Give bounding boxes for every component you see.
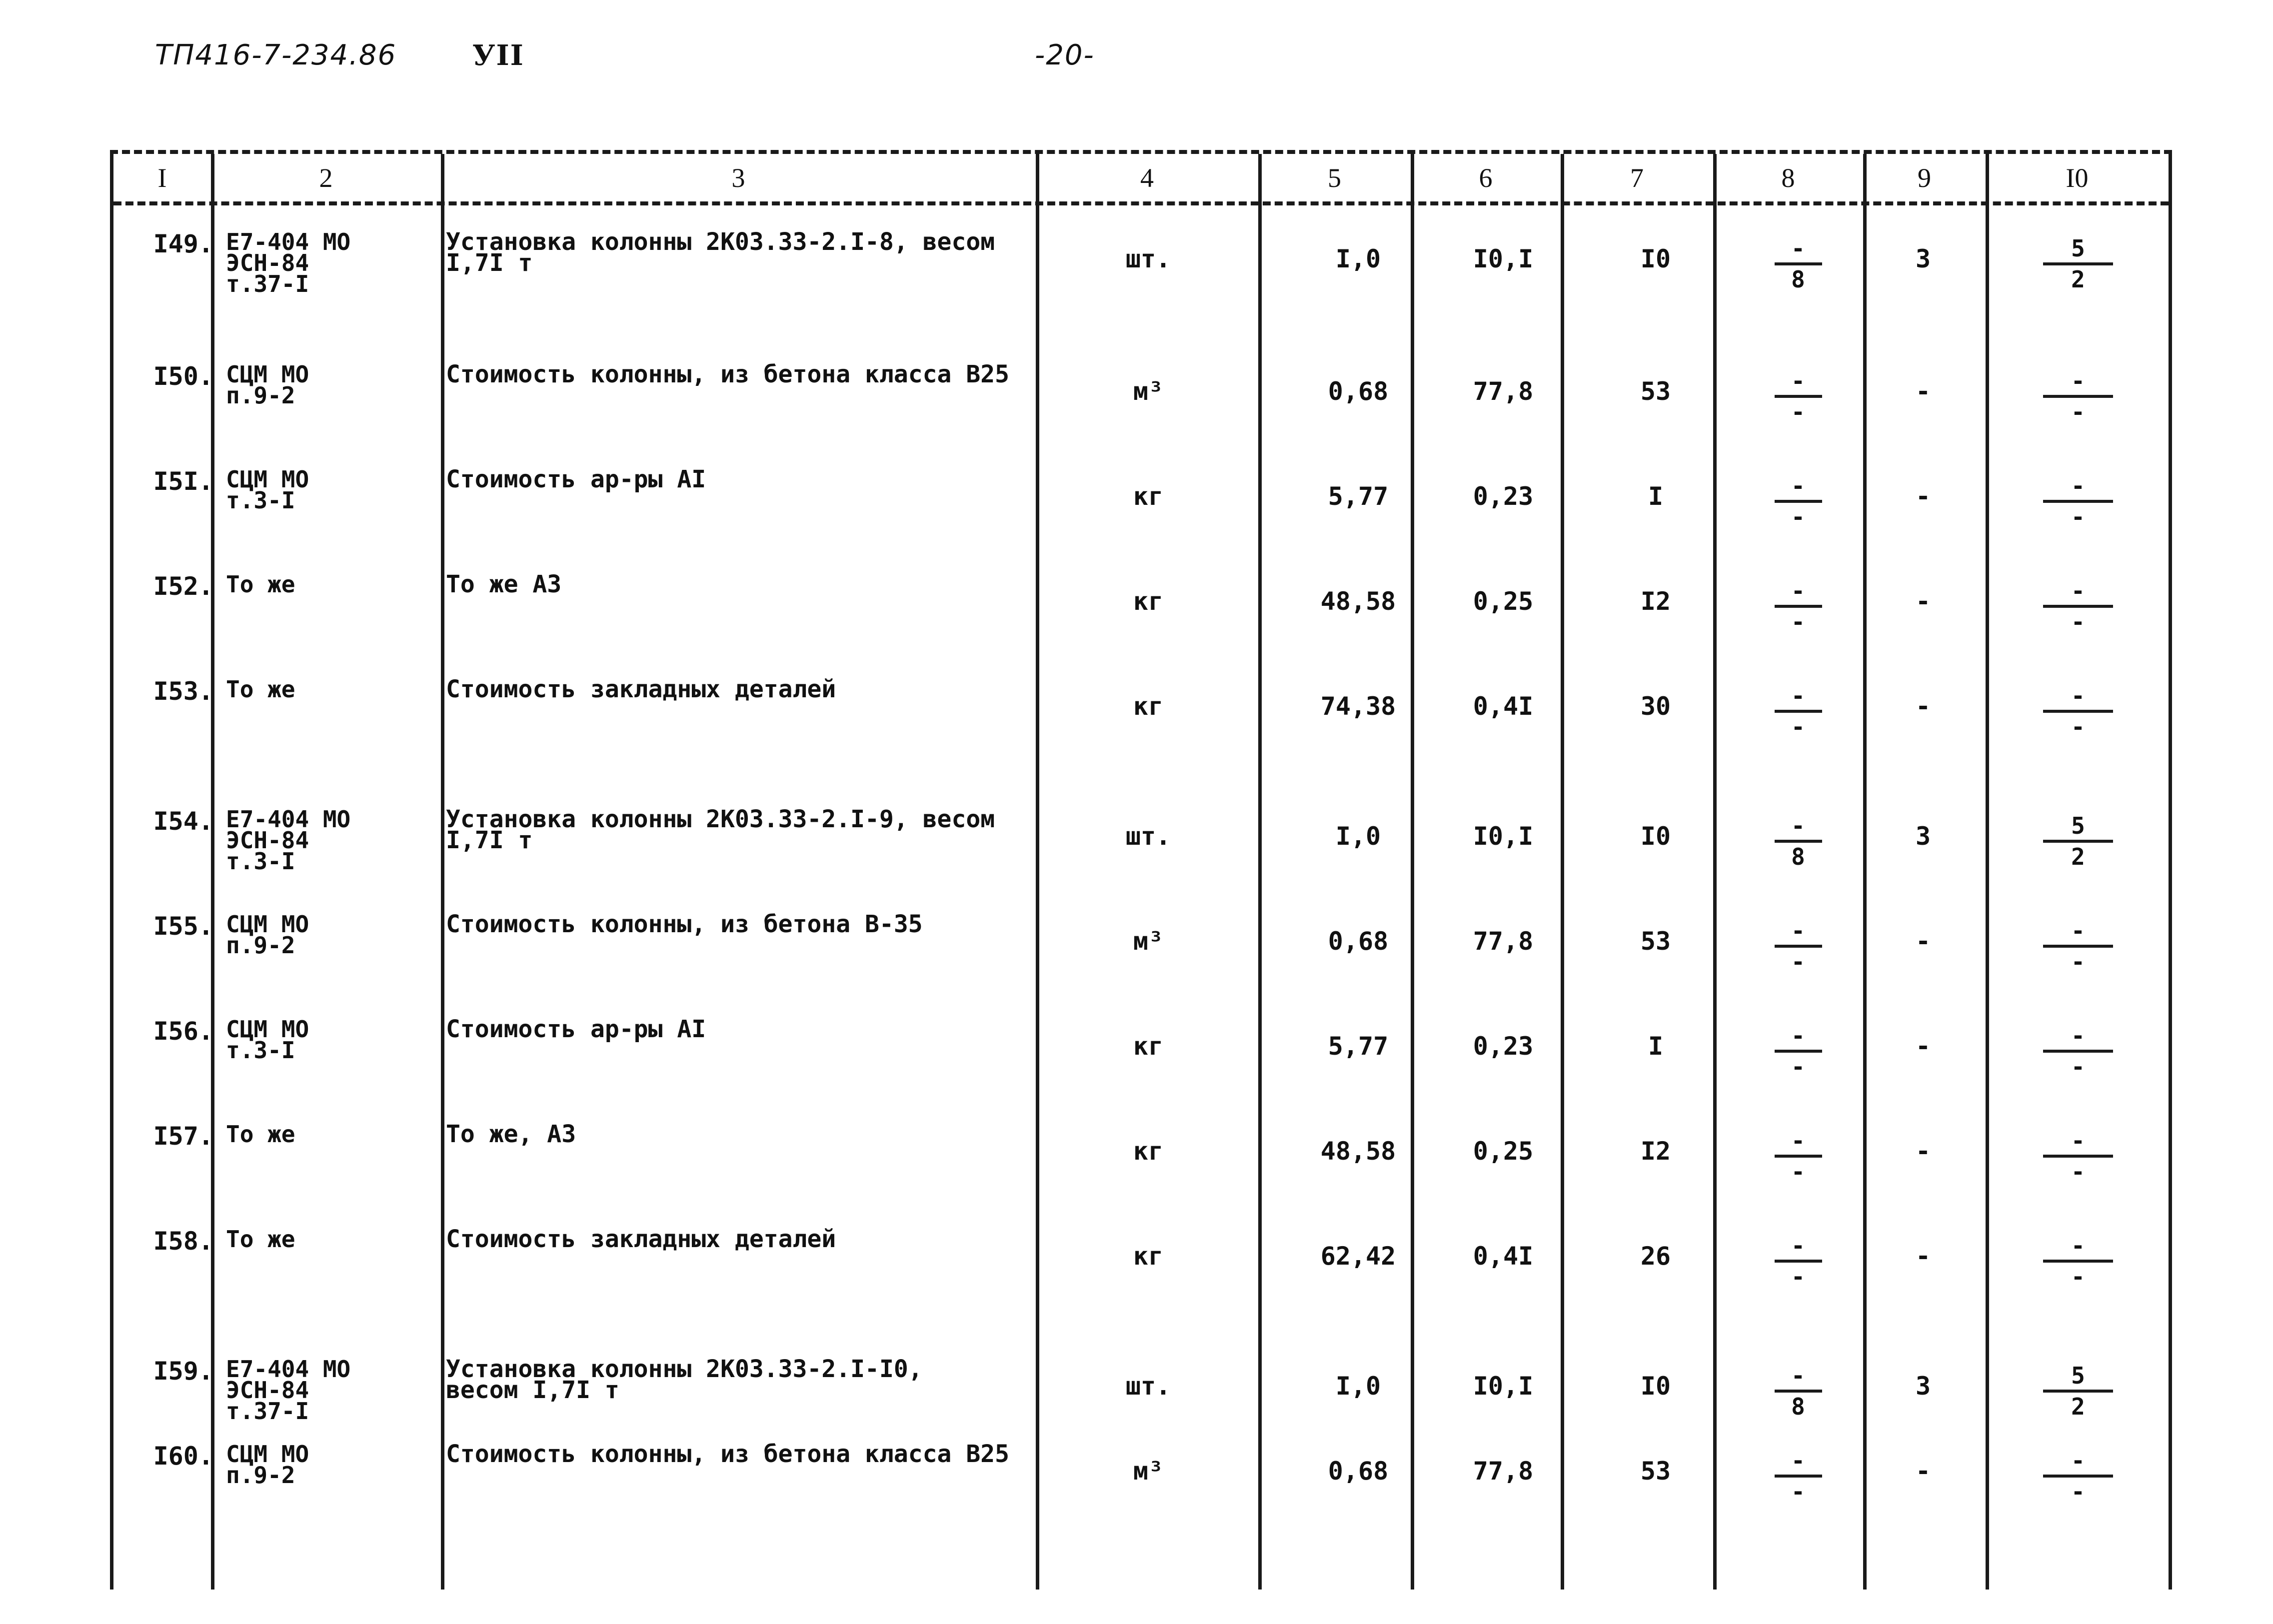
column-header: 6 bbox=[1479, 162, 1493, 193]
norm-code bbox=[226, 228, 441, 297]
column-8-fraction bbox=[1738, 1229, 1858, 1289]
unit-price: 0,25 bbox=[1473, 1137, 1534, 1166]
work-description-line: То же А3 bbox=[446, 570, 562, 598]
norm-code-line: т.3-I bbox=[226, 848, 295, 875]
unit-price: 0,25 bbox=[1473, 587, 1534, 616]
column-8-fraction bbox=[1738, 1124, 1858, 1184]
total-cost: I2 bbox=[1640, 1137, 1671, 1166]
column-9-value: - bbox=[1915, 692, 1931, 721]
column-header: 9 bbox=[1918, 162, 1931, 193]
sheet-label: УII bbox=[472, 39, 524, 72]
table-row bbox=[113, 228, 2169, 334]
table-row bbox=[113, 1225, 2169, 1331]
table-row bbox=[113, 910, 2169, 1016]
work-description bbox=[446, 1015, 1111, 1043]
fraction bbox=[1738, 679, 1858, 739]
column-10-fraction bbox=[2003, 364, 2153, 424]
fraction-numerator: - bbox=[2071, 917, 2085, 944]
norm-code-line: т.3-I bbox=[226, 487, 295, 514]
table-row bbox=[113, 805, 2169, 911]
norm-code-line: п.9-2 bbox=[226, 382, 295, 409]
row-number: I54. bbox=[153, 807, 213, 836]
norm-code bbox=[226, 911, 441, 959]
work-description-line: Стоимость ар-ры AI bbox=[446, 1015, 706, 1043]
norm-code-line: Е7-404 МО bbox=[226, 228, 351, 255]
work-description bbox=[446, 360, 1111, 388]
table-row bbox=[113, 1120, 2169, 1226]
unit: шт. bbox=[1125, 822, 1171, 851]
total-cost: I0 bbox=[1640, 244, 1671, 273]
unit: м³ bbox=[1133, 377, 1164, 406]
fraction-numerator: - bbox=[2071, 367, 2085, 394]
fraction-denominator: - bbox=[2071, 398, 2085, 425]
total-cost: 53 bbox=[1640, 1457, 1671, 1486]
work-description-line: Стоимость колонны, из бетона В-35 bbox=[446, 910, 923, 938]
fraction-numerator: - bbox=[1791, 1232, 1805, 1259]
unit-price: 77,8 bbox=[1473, 927, 1534, 956]
norm-code-line: То же bbox=[226, 571, 295, 598]
work-description-line: Установка колонны 2К03.33-2.I-I0, bbox=[446, 1355, 923, 1383]
total-cost: I bbox=[1648, 482, 1664, 511]
column-10-fraction bbox=[2003, 1229, 2153, 1289]
norm-code-line: То же bbox=[226, 1121, 295, 1148]
work-description bbox=[446, 570, 1111, 598]
total-cost: 30 bbox=[1640, 692, 1671, 721]
fraction-bar bbox=[1775, 1050, 1822, 1053]
fraction bbox=[1738, 1359, 1858, 1419]
fraction-numerator: - bbox=[1791, 577, 1805, 604]
fraction-bar bbox=[1775, 262, 1822, 265]
fraction-bar bbox=[2043, 840, 2113, 843]
column-8-fraction bbox=[1738, 809, 1858, 869]
total-cost: I0 bbox=[1640, 1372, 1671, 1401]
unit: кг bbox=[1133, 1032, 1164, 1061]
fraction-denominator: 2 bbox=[2071, 266, 2085, 293]
fraction-bar bbox=[1775, 1260, 1822, 1263]
column-9-value: - bbox=[1915, 587, 1931, 616]
fraction-denominator: - bbox=[2071, 713, 2085, 740]
quantity: 0,68 bbox=[1328, 927, 1389, 956]
unit: кг bbox=[1133, 692, 1164, 721]
column-10-fraction bbox=[2003, 469, 2153, 529]
total-cost: 26 bbox=[1640, 1242, 1671, 1271]
row-number: I57. bbox=[153, 1122, 213, 1151]
column-header: 3 bbox=[731, 162, 745, 193]
fraction-bar bbox=[1775, 1390, 1822, 1393]
quantity: I,0 bbox=[1335, 822, 1381, 851]
column-8-fraction bbox=[1738, 679, 1858, 739]
unit: кг bbox=[1133, 482, 1164, 511]
norm-code-line: т.3-I bbox=[226, 1037, 295, 1064]
column-9-value: - bbox=[1915, 1457, 1931, 1486]
work-description bbox=[446, 1440, 1111, 1468]
fraction-numerator: - bbox=[1791, 1127, 1805, 1154]
fraction-numerator: - bbox=[1791, 1447, 1805, 1474]
work-description bbox=[446, 1355, 1111, 1404]
fraction-bar bbox=[1775, 1155, 1822, 1158]
column-9-value: - bbox=[1915, 1032, 1931, 1061]
column-10-fraction bbox=[2003, 1444, 2153, 1504]
column-8-fraction bbox=[1738, 914, 1858, 974]
unit: м³ bbox=[1133, 927, 1164, 956]
column-9-value: 3 bbox=[1915, 822, 1931, 851]
unit: кг bbox=[1133, 1137, 1164, 1166]
unit-price: I0,I bbox=[1473, 1372, 1534, 1401]
work-description bbox=[446, 1120, 1111, 1148]
quantity: 48,58 bbox=[1320, 587, 1396, 616]
fraction-denominator: - bbox=[2071, 1053, 2085, 1080]
fraction-numerator: - bbox=[1791, 1022, 1805, 1049]
fraction bbox=[1738, 914, 1858, 974]
fraction-numerator: - bbox=[2071, 577, 2085, 604]
norm-code bbox=[226, 1441, 441, 1489]
table-row bbox=[113, 465, 2169, 571]
norm-code bbox=[226, 1121, 441, 1148]
work-description-line: Стоимость колонны, из бетона класса В25 bbox=[446, 1440, 1010, 1468]
fraction-numerator: - bbox=[1791, 472, 1805, 499]
fraction-numerator: - bbox=[1791, 917, 1805, 944]
work-description bbox=[446, 805, 1111, 854]
fraction bbox=[2003, 364, 2153, 424]
norm-code-line: СЦМ МО bbox=[226, 1016, 309, 1043]
fraction-bar bbox=[2043, 945, 2113, 948]
quantity: 74,38 bbox=[1320, 692, 1396, 721]
row-number: I59. bbox=[153, 1357, 213, 1386]
table-row bbox=[113, 1440, 2169, 1546]
fraction-denominator: 2 bbox=[2071, 1393, 2085, 1420]
fraction-bar bbox=[1775, 605, 1822, 608]
fraction bbox=[2003, 914, 2153, 974]
column-header: 8 bbox=[1781, 162, 1795, 193]
fraction-numerator: 5 bbox=[2071, 812, 2085, 839]
fraction bbox=[1738, 809, 1858, 869]
norm-code-line: ЭСН-84 bbox=[226, 1377, 309, 1404]
fraction-denominator: - bbox=[2071, 1478, 2085, 1505]
total-cost: I bbox=[1648, 1032, 1664, 1061]
fraction bbox=[2003, 679, 2153, 739]
norm-code-line: То же bbox=[226, 1226, 295, 1253]
fraction bbox=[1738, 1019, 1858, 1079]
row-number: I60. bbox=[153, 1442, 213, 1471]
table-row bbox=[113, 570, 2169, 676]
column-header: I bbox=[157, 162, 167, 193]
norm-code bbox=[226, 1016, 441, 1064]
row-number: I5I. bbox=[153, 467, 213, 496]
fraction-bar bbox=[2043, 1260, 2113, 1263]
quantity: 0,68 bbox=[1328, 377, 1389, 406]
norm-code-line: Е7-404 МО bbox=[226, 1356, 351, 1383]
quantity: I,0 bbox=[1335, 1372, 1381, 1401]
work-description bbox=[446, 228, 1111, 277]
work-description bbox=[446, 1225, 1111, 1253]
unit-price: 77,8 bbox=[1473, 1457, 1534, 1486]
work-description-line: Установка колонны 2К03.33-2.I-8, весом bbox=[446, 228, 995, 256]
quantity: 5,77 bbox=[1328, 1032, 1389, 1061]
fraction bbox=[1738, 574, 1858, 634]
unit-price: 0,4I bbox=[1473, 692, 1534, 721]
column-9-value: - bbox=[1915, 927, 1931, 956]
column-10-fraction bbox=[2003, 231, 2153, 291]
norm-code-line: Е7-404 МО bbox=[226, 806, 351, 833]
fraction-denominator: - bbox=[1791, 1158, 1805, 1185]
work-description-line: Стоимость колонны, из бетона класса В25 bbox=[446, 360, 1010, 388]
work-description-line: Стоимость закладных деталей bbox=[446, 1225, 836, 1253]
fraction bbox=[2003, 1229, 2153, 1289]
quantity: 5,77 bbox=[1328, 482, 1389, 511]
row-number: I56. bbox=[153, 1017, 213, 1046]
work-description-line: Стоимость закладных деталей bbox=[446, 675, 836, 703]
fraction-denominator: - bbox=[2071, 503, 2085, 530]
work-description bbox=[446, 675, 1111, 703]
work-description-line: Установка колонны 2К03.33-2.I-9, весом bbox=[446, 805, 995, 833]
norm-code-line: СЦМ МО bbox=[226, 361, 309, 388]
table-row bbox=[113, 1015, 2169, 1121]
document-code: ТП416-7-234.86 bbox=[155, 39, 397, 71]
fraction-bar bbox=[2043, 710, 2113, 713]
fraction-bar bbox=[1775, 840, 1822, 843]
unit-price: I0,I bbox=[1473, 244, 1534, 273]
fraction-bar bbox=[1775, 710, 1822, 713]
unit: шт. bbox=[1125, 1372, 1171, 1401]
work-description bbox=[446, 465, 1111, 493]
fraction-numerator: - bbox=[1791, 682, 1805, 709]
fraction-numerator: - bbox=[2071, 1232, 2085, 1259]
page-number: -20- bbox=[1035, 39, 1095, 71]
fraction-numerator: - bbox=[1791, 367, 1805, 394]
fraction bbox=[2003, 1359, 2153, 1419]
norm-code-line: п.9-2 bbox=[226, 1462, 295, 1489]
norm-code bbox=[226, 1356, 441, 1425]
unit-price: 0,4I bbox=[1473, 1242, 1534, 1271]
norm-code-line: СЦМ МО bbox=[226, 911, 309, 938]
norm-code-line: То же bbox=[226, 676, 295, 703]
norm-code-line: п.9-2 bbox=[226, 932, 295, 959]
fraction-denominator: - bbox=[1791, 713, 1805, 740]
column-header: 4 bbox=[1140, 162, 1154, 193]
fraction-bar bbox=[1775, 945, 1822, 948]
norm-code bbox=[226, 806, 441, 875]
fraction-denominator: - bbox=[1791, 1263, 1805, 1290]
unit: кг bbox=[1133, 587, 1164, 616]
fraction bbox=[2003, 574, 2153, 634]
unit: м³ bbox=[1133, 1457, 1164, 1486]
column-9-value: 3 bbox=[1915, 244, 1931, 273]
fraction bbox=[2003, 1124, 2153, 1184]
column-8-fraction bbox=[1738, 574, 1858, 634]
fraction-numerator: - bbox=[1791, 1362, 1805, 1389]
fraction-numerator: - bbox=[2071, 472, 2085, 499]
norm-code bbox=[226, 676, 441, 703]
column-8-fraction bbox=[1738, 1444, 1858, 1504]
column-9-value: - bbox=[1915, 482, 1931, 511]
unit-price: 77,8 bbox=[1473, 377, 1534, 406]
fraction bbox=[2003, 1444, 2153, 1504]
table-row bbox=[113, 675, 2169, 781]
column-9-value: - bbox=[1915, 1137, 1931, 1166]
fraction bbox=[1738, 1229, 1858, 1289]
column-8-fraction bbox=[1738, 1359, 1858, 1419]
fraction-bar bbox=[2043, 262, 2113, 265]
norm-code bbox=[226, 466, 441, 514]
norm-code bbox=[226, 571, 441, 598]
header-separator bbox=[113, 201, 2169, 205]
column-8-fraction bbox=[1738, 1019, 1858, 1079]
fraction bbox=[1738, 469, 1858, 529]
column-10-fraction bbox=[2003, 914, 2153, 974]
fraction-bar bbox=[2043, 1155, 2113, 1158]
work-description bbox=[446, 910, 1111, 938]
fraction-bar bbox=[2043, 500, 2113, 503]
work-description-line: То же, А3 bbox=[446, 1120, 576, 1148]
total-cost: I0 bbox=[1640, 822, 1671, 851]
fraction-numerator: 5 bbox=[2071, 235, 2085, 262]
fraction bbox=[1738, 1444, 1858, 1504]
work-description-line: I,7I т bbox=[446, 249, 533, 277]
total-cost: I2 bbox=[1640, 587, 1671, 616]
total-cost: 53 bbox=[1640, 927, 1671, 956]
row-number: I55. bbox=[153, 912, 213, 941]
fraction-denominator: - bbox=[1791, 398, 1805, 425]
column-10-fraction bbox=[2003, 1359, 2153, 1419]
fraction-denominator: - bbox=[1791, 608, 1805, 635]
fraction-denominator: - bbox=[2071, 608, 2085, 635]
unit-price: 0,23 bbox=[1473, 1032, 1534, 1061]
column-8-fraction bbox=[1738, 469, 1858, 529]
norm-code-line: СЦМ МО bbox=[226, 466, 309, 493]
fraction-numerator: 5 bbox=[2071, 1362, 2085, 1389]
row-number: I53. bbox=[153, 677, 213, 706]
fraction-denominator: 2 bbox=[2071, 843, 2085, 870]
quantity: 62,42 bbox=[1320, 1242, 1396, 1271]
fraction-denominator: - bbox=[2071, 1263, 2085, 1290]
fraction-bar bbox=[2043, 605, 2113, 608]
work-description-line: весом I,7I т bbox=[446, 1376, 619, 1404]
fraction-numerator: - bbox=[2071, 1447, 2085, 1474]
fraction-denominator: 8 bbox=[1791, 1393, 1805, 1420]
fraction-numerator: - bbox=[1791, 812, 1805, 839]
work-description-line: I,7I т bbox=[446, 826, 533, 854]
norm-code-line: т.37-I bbox=[226, 270, 309, 297]
row-number: I52. bbox=[153, 572, 213, 601]
fraction-bar bbox=[2043, 395, 2113, 398]
estimate-table bbox=[110, 150, 2172, 1590]
fraction-denominator: - bbox=[1791, 503, 1805, 530]
column-9-value: - bbox=[1915, 377, 1931, 406]
column-header: 7 bbox=[1630, 162, 1644, 193]
column-header: 2 bbox=[319, 162, 333, 193]
row-number: I58. bbox=[153, 1227, 213, 1256]
fraction bbox=[2003, 1019, 2153, 1079]
row-number: I49. bbox=[153, 229, 213, 258]
fraction bbox=[2003, 809, 2153, 869]
column-8-fraction bbox=[1738, 364, 1858, 424]
fraction-numerator: - bbox=[2071, 1022, 2085, 1049]
fraction-denominator: - bbox=[1791, 1053, 1805, 1080]
column-10-fraction bbox=[2003, 809, 2153, 869]
unit: кг bbox=[1133, 1242, 1164, 1271]
fraction-numerator: - bbox=[2071, 1127, 2085, 1154]
fraction-bar bbox=[2043, 1390, 2113, 1393]
column-10-fraction bbox=[2003, 679, 2153, 739]
fraction-bar bbox=[2043, 1475, 2113, 1478]
fraction-denominator: - bbox=[2071, 948, 2085, 975]
fraction bbox=[2003, 231, 2153, 291]
fraction-bar bbox=[1775, 1475, 1822, 1478]
row-number: I50. bbox=[153, 362, 213, 391]
work-description-line: Стоимость ар-ры AI bbox=[446, 465, 706, 493]
fraction bbox=[1738, 364, 1858, 424]
fraction-numerator: - bbox=[1791, 235, 1805, 262]
fraction-numerator: - bbox=[2071, 682, 2085, 709]
fraction-bar bbox=[1775, 395, 1822, 398]
fraction-bar bbox=[1775, 500, 1822, 503]
quantity: 0,68 bbox=[1328, 1457, 1389, 1486]
unit: шт. bbox=[1125, 244, 1171, 273]
fraction-denominator: 8 bbox=[1791, 843, 1805, 870]
norm-code bbox=[226, 1226, 441, 1253]
column-header: 5 bbox=[1328, 162, 1341, 193]
fraction-denominator: 8 bbox=[1791, 266, 1805, 293]
total-cost: 53 bbox=[1640, 377, 1671, 406]
fraction-denominator: - bbox=[1791, 948, 1805, 975]
column-8-fraction bbox=[1738, 231, 1858, 291]
quantity: I,0 bbox=[1335, 244, 1381, 273]
column-10-fraction bbox=[2003, 1019, 2153, 1079]
unit-price: I0,I bbox=[1473, 822, 1534, 851]
norm-code-line: ЭСН-84 bbox=[226, 827, 309, 854]
column-9-value: - bbox=[1915, 1242, 1931, 1271]
fraction-bar bbox=[2043, 1050, 2113, 1053]
unit-price: 0,23 bbox=[1473, 482, 1534, 511]
fraction-denominator: - bbox=[1791, 1478, 1805, 1505]
column-header: I0 bbox=[2066, 162, 2089, 193]
column-9-value: 3 bbox=[1915, 1372, 1931, 1401]
norm-code bbox=[226, 361, 441, 409]
norm-code-line: т.37-I bbox=[226, 1398, 309, 1425]
fraction bbox=[1738, 1124, 1858, 1184]
column-10-fraction bbox=[2003, 574, 2153, 634]
norm-code-line: СЦМ МО bbox=[226, 1441, 309, 1468]
fraction-denominator: - bbox=[2071, 1158, 2085, 1185]
quantity: 48,58 bbox=[1320, 1137, 1396, 1166]
fraction bbox=[1738, 231, 1858, 291]
table-row bbox=[113, 360, 2169, 466]
fraction bbox=[2003, 469, 2153, 529]
norm-code-line: ЭСН-84 bbox=[226, 249, 309, 276]
column-10-fraction bbox=[2003, 1124, 2153, 1184]
